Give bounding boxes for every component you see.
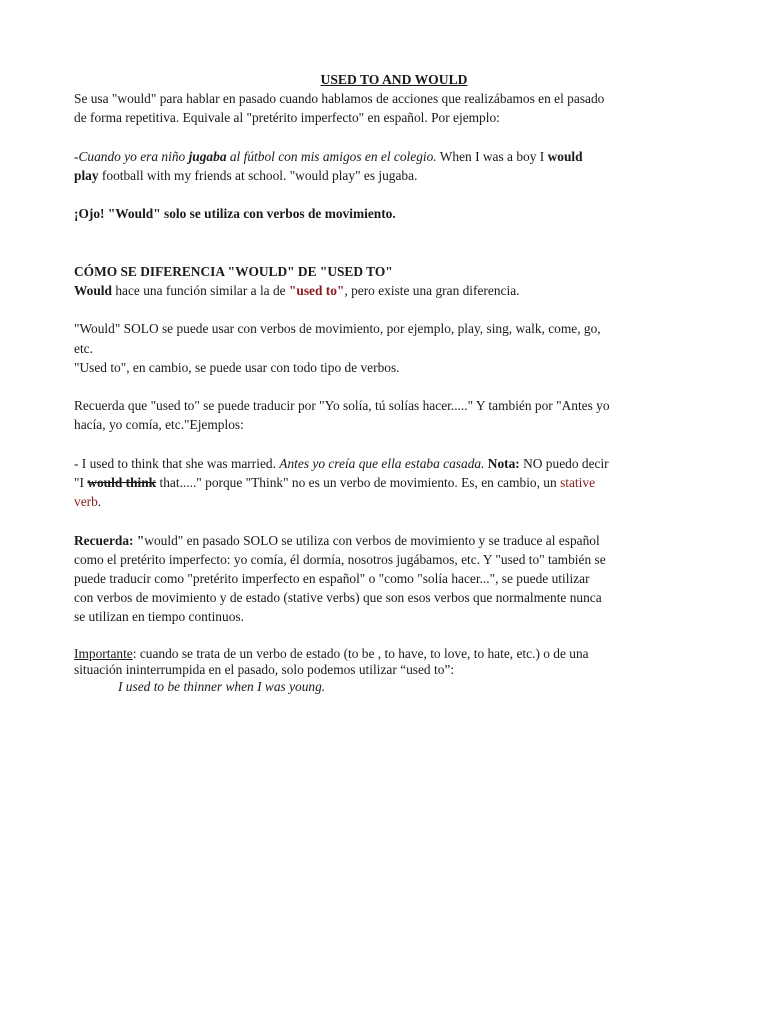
paragraph-2: [74, 281, 714, 300]
p7-text: : cuando se trata de un verbo de estado (to be , to have, to love, to hate, etc.) o de una: [132, 645, 589, 661]
paragraph-6-line-5: se utilizan en tiempo continuos.: [74, 609, 244, 625]
document-title: USED TO AND WOULD: [320, 72, 468, 87]
spacer: [74, 127, 714, 146]
paragraph-4-line-1: Recuerda que "used to" se puede traducir por "Yo solía, tú solías hacer....." Y también por "Antes yo: [74, 398, 610, 414]
intro-line-2: de forma repetitiva. Equivale al "pretérito imperfecto" en español. Por ejemplo:: [74, 110, 500, 126]
paragraph-3-line-3: "Used to", en cambio, se puede usar con todo tipo de verbos.: [74, 359, 400, 375]
spacer: [74, 627, 714, 646]
paragraph-7-line-2: situación ininterrumpida en el pasado, solo podemos utilizar “used to”:: [74, 662, 455, 678]
paragraph-4-line-2: hacía, yo comía, etc."Ejemplos:: [74, 417, 244, 433]
p5-english: - I used to think that she was married.: [74, 455, 280, 471]
paragraph-3-line-2: etc.: [74, 340, 93, 356]
section-heading: CÓMO SE DIFERENCIA "WOULD" DE "USED TO": [74, 263, 393, 279]
paragraph-5-line-3: [74, 492, 714, 511]
example-1-line-2: [74, 166, 714, 185]
p5-spanish: Antes yo creía que ella estaba casada.: [279, 455, 485, 471]
paragraph-7-example: I used to be thinner when I was young.: [118, 678, 326, 694]
warning-note: ¡Ojo! "Would" solo se utiliza con verbos de movimiento.: [74, 206, 396, 222]
spacer: [74, 185, 714, 204]
example-1-spanish-verb: jugaba: [188, 148, 227, 164]
paragraph-6-line-2: como el pretérito imperfecto: yo comía, él dormía, nosotros jugábamos, etc. Y "used to" también se: [74, 551, 606, 567]
spacer: [74, 435, 714, 454]
intro-line-1: Se usa "would" para hablar en pasado cuando hablamos de acciones que realizábamos en el pasado: [74, 91, 605, 106]
p6-recuerda-label: Recuerda: ": [74, 532, 145, 548]
paragraph-5-line-1: [74, 454, 714, 473]
example-1-english-a: When I was a boy I: [436, 148, 548, 164]
example-1-spanish-c: al fútbol con mis amigos en el colegio.: [226, 148, 437, 164]
example-1-english-would: would: [547, 148, 583, 164]
p2-text: hace una función similar a la de: [111, 282, 289, 298]
p5-verb: verb: [74, 494, 98, 510]
paragraph-7-line-1: [74, 646, 714, 662]
p5-explanation: that....." porque "Think" no es un verbo de movimiento. Es, en cambio, un: [156, 474, 561, 490]
spacer: [74, 377, 714, 396]
p5-stative: stative: [560, 474, 596, 490]
p5-quote-open: "I: [74, 474, 88, 490]
paragraph-3-line-1: "Would" SOLO se puede usar con verbos de movimiento, por ejemplo, play, sing, walk, come, go,: [74, 321, 601, 337]
p5-period: .: [97, 494, 102, 510]
p5-nota-text: NO puedo decir: [519, 455, 609, 471]
paragraph-6-line-3: puede traducir como "pretérito imperfecto en español" o "como "solía hacer...", se puede utilizar: [74, 570, 590, 586]
p5-would-think-struck: would think: [87, 474, 157, 490]
paragraph-5-line-2: [74, 473, 714, 492]
spacer: [74, 243, 714, 262]
example-1-english-play: play: [74, 167, 99, 183]
paragraph-6-line-1: [74, 531, 714, 550]
paragraph-6-line-4: con verbos de movimiento y de estado (stative verbs) que son esos verbos que normalmente nunca: [74, 590, 602, 606]
example-1-spanish-a: -Cuando yo era niño: [74, 148, 189, 164]
document-page: [74, 70, 714, 695]
example-1-line-1: [74, 147, 714, 166]
p5-nota-label: Nota:: [484, 455, 520, 471]
p2-used-to: "used to": [288, 282, 345, 298]
p2-would: Would: [74, 282, 112, 298]
example-1-english-rest: football with my friends at school. "would play" es jugaba.: [98, 167, 418, 183]
spacer: [74, 223, 714, 242]
spacer: [74, 300, 714, 319]
p7-importante-label: Importante: [74, 645, 133, 661]
p2-text-end: , pero existe una gran diferencia.: [344, 282, 520, 298]
spacer: [74, 511, 714, 530]
p6-text: would" en pasado SOLO se utiliza con verbos de movimiento y se traduce al español: [144, 532, 600, 548]
